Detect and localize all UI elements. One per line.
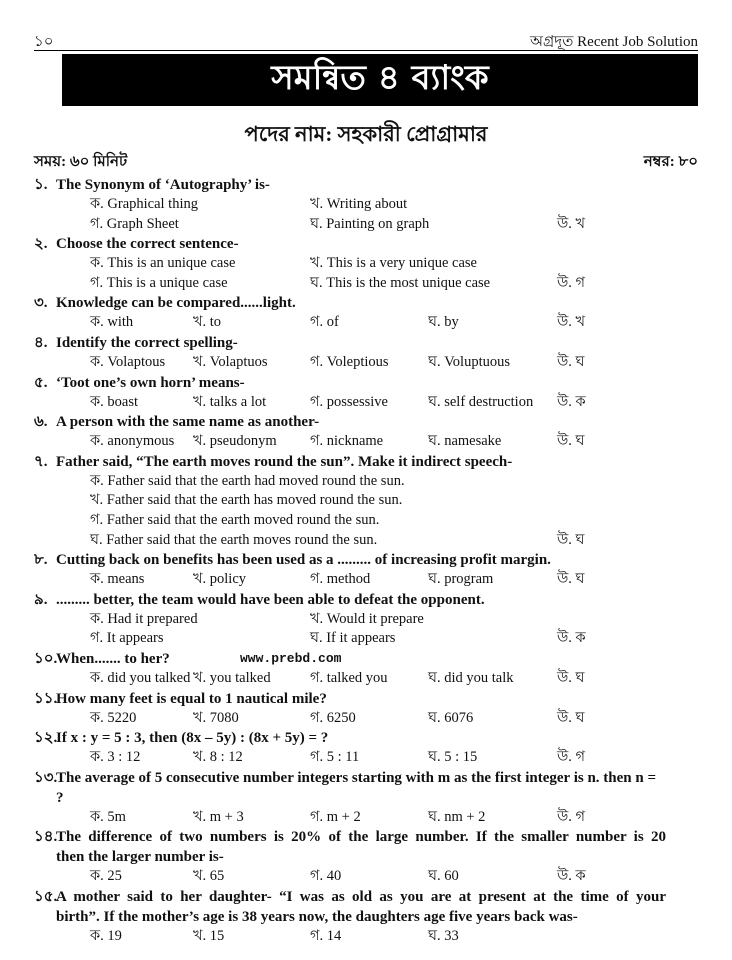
option: ক. 25 [90, 868, 122, 885]
post-name: পদের নাম: সহকারী প্রোগ্রামার [244, 122, 488, 146]
exam-time: সময়: ৬০ মিনিট [34, 154, 128, 170]
options-row [0, 570, 732, 590]
question-12 [0, 728, 732, 768]
option: ক. 5m [90, 808, 126, 825]
option: খ. to [193, 314, 222, 331]
book-source: অগ্রদূত Recent Job Solution [530, 34, 698, 50]
question-9 [0, 590, 732, 649]
option: খ. Father said that the earth has moved round the sun. [90, 492, 403, 509]
question-text: A mother said to her daughter- “I was as old as you are at present at the time of your [56, 888, 666, 905]
question-3 [0, 293, 732, 333]
option: গ. 14 [310, 927, 342, 944]
option: ঘ. 6076 [428, 709, 474, 726]
options-row [0, 215, 732, 235]
question-text: Knowledge can be compared......light. [56, 295, 296, 312]
option: খ. 15 [193, 927, 225, 944]
option: খ. Would it prepare [310, 610, 424, 627]
answer-key: উ. ঘ [557, 669, 585, 686]
option: গ. talked you [310, 669, 388, 686]
option: ঘ. This is the most unique case [310, 274, 491, 291]
option: ক. Had it prepared [90, 610, 198, 627]
question-text: The difference of two numbers is 20% of the large number. If the smaller number is 20 [56, 829, 666, 846]
options-row [0, 748, 732, 768]
question-number: ১৪. [34, 829, 58, 846]
option: ক. means [90, 571, 145, 588]
option: খ. pseudonym [193, 433, 277, 450]
options-row [0, 629, 732, 649]
answer-key: উ. ক [557, 868, 586, 885]
question-number: ১৫. [34, 888, 58, 905]
option: খ. talks a lot [193, 393, 267, 410]
option: খ. Writing about [310, 196, 408, 212]
question-8 [0, 550, 732, 590]
answer-key: উ. ঘ [557, 531, 585, 548]
options-row [0, 195, 732, 215]
question-text: Identify the correct spelling- [56, 334, 238, 351]
answer-key: উ. গ [557, 808, 586, 825]
question-number: ১. [34, 177, 48, 193]
option: গ. 6250 [310, 709, 356, 726]
option: ঘ. 33 [428, 927, 459, 944]
question-text: ......... better, the team would have been able to defeat the opponent. [56, 591, 485, 608]
question-text: The Synonym of ‘Autography’ is- [56, 177, 270, 193]
option: ক. boast [90, 393, 139, 410]
question-number: ৩. [34, 295, 48, 312]
option: গ. It appears [90, 630, 164, 647]
options-row [0, 353, 732, 373]
website-watermark: www.prebd.com [240, 650, 342, 666]
question-14 [0, 827, 732, 887]
options-row [0, 867, 732, 887]
option: ঘ. program [428, 571, 494, 588]
question-number: ৪. [34, 334, 48, 351]
option: ক. 3 : 12 [90, 749, 141, 766]
answer-key: উ. ঘ [557, 571, 585, 588]
question-text: Choose the correct sentence- [56, 236, 239, 253]
options-row [0, 393, 732, 413]
option: গ. possessive [310, 393, 388, 410]
question-4 [0, 333, 732, 373]
options-row [0, 472, 732, 492]
option: গ. This is a unique case [90, 274, 228, 291]
question-number [0, 907, 56, 927]
question-number: ৮. [34, 552, 48, 569]
option: ঘ. 5 : 15 [428, 749, 478, 766]
question-text: Cutting back on benefits has been used as a ......... of increasing profit margin. [56, 552, 551, 569]
option: খ. policy [193, 571, 247, 588]
question-6 [0, 412, 732, 452]
option: ঘ. namesake [428, 433, 502, 450]
question-number: ১১. [34, 690, 58, 707]
option: গ. method [310, 571, 371, 588]
page-number: ১০ [34, 34, 54, 50]
answer-key: উ. ঘ [557, 709, 585, 726]
options-row [0, 274, 732, 294]
option: ক. 19 [90, 927, 122, 944]
option: ক. anonymous [90, 433, 175, 450]
options-row [0, 808, 732, 828]
option: খ. This is a very unique case [310, 255, 477, 272]
answer-key: উ. ক [557, 393, 586, 410]
option: ক. did you talked [90, 669, 191, 686]
option: ক. Father said that the earth had moved round the sun. [90, 472, 405, 489]
option: গ. nickname [310, 433, 384, 450]
option: গ. Graph Sheet [90, 215, 179, 232]
question-text: When....... to her? [56, 650, 170, 667]
question-list [0, 175, 732, 946]
options-row [0, 610, 732, 630]
option: ক. Graphical thing [90, 196, 198, 212]
question-5 [0, 373, 732, 413]
options-row [0, 927, 732, 947]
question-11 [0, 689, 732, 729]
option: ঘ. 60 [428, 868, 459, 885]
option: খ. 8 : 12 [193, 749, 243, 766]
question-13 [0, 768, 732, 828]
options-row [0, 531, 732, 551]
question-number: ৫. [34, 374, 48, 391]
question-number: ১২. [34, 730, 58, 747]
options-row [0, 709, 732, 729]
option: গ. Voleptious [310, 353, 389, 370]
option: ঘ. by [428, 314, 459, 331]
title-banner: সমন্বিত ৪ ব্যাংক [62, 54, 698, 106]
option: খ. 7080 [193, 709, 239, 726]
option: খ. 65 [193, 868, 225, 885]
total-marks: নম্বর: ৮০ [643, 154, 698, 170]
option: ঘ. self destruction [428, 393, 534, 410]
answer-key: উ. খ [557, 215, 586, 232]
answer-key: উ. ঘ [557, 353, 585, 370]
options-row [0, 511, 732, 531]
question-text: If x : y = 5 : 3, then (8x – 5y) : (8x + 5y) = ? [56, 730, 329, 747]
question-text: ‘Toot one’s own horn’ means- [56, 374, 245, 391]
options-row [0, 313, 732, 333]
options-row [0, 669, 732, 689]
question-number: ৯. [34, 591, 48, 608]
question-number: ২. [34, 236, 48, 253]
option: ঘ. Voluptuous [428, 353, 511, 370]
answer-key: উ. ঘ [557, 433, 585, 450]
option: খ. m + 3 [193, 808, 244, 825]
option: ক. with [90, 314, 134, 331]
answer-key: উ. ক [557, 630, 586, 647]
option: গ. m + 2 [310, 808, 361, 825]
question-number [0, 847, 56, 867]
answer-key: উ. খ [557, 314, 586, 331]
question-text: then the larger number is- [56, 849, 224, 866]
option: খ. Volaptuos [193, 353, 268, 370]
option: ক. This is an unique case [90, 255, 236, 272]
question-text: birth”. If the mother’s age is 38 years now, the daughters age five years back was- [56, 908, 578, 925]
option: ঘ. If it appears [310, 630, 396, 647]
option: গ. Father said that the earth moved round the sun. [90, 511, 380, 528]
question-number: ৭. [34, 453, 48, 470]
question-number: ৬. [34, 414, 48, 431]
question-15 [0, 887, 732, 947]
question-7 [0, 452, 732, 550]
question-text: How many feet is equal to 1 nautical mile? [56, 690, 327, 707]
question-text: A person with the same name as another- [56, 414, 320, 431]
option: গ. of [310, 314, 339, 331]
option: ঘ. did you talk [428, 669, 514, 686]
option: ক. Volaptous [90, 353, 166, 370]
options-row [0, 432, 732, 452]
question-text: The average of 5 consecutive number integers starting with m as the first integer is n. then n = ? [56, 769, 657, 806]
question-10 [0, 649, 732, 689]
answer-key: উ. গ [557, 749, 586, 766]
option: গ. 40 [310, 868, 342, 885]
options-row [0, 254, 732, 274]
option: ঘ. nm + 2 [428, 808, 486, 825]
question-number: ১০. [34, 650, 58, 667]
question-number: ১৩. [34, 769, 58, 786]
option: ঘ. Father said that the earth moves round the sun. [90, 531, 378, 548]
question-1 [0, 175, 732, 234]
option: ক. 5220 [90, 709, 137, 726]
option: ঘ. Painting on graph [310, 215, 430, 232]
question-2 [0, 234, 732, 293]
question-text: Father said, “The earth moves round the sun”. Make it indirect speech- [56, 453, 513, 470]
options-row [0, 491, 732, 511]
option: গ. 5 : 11 [310, 749, 360, 766]
answer-key: উ. গ [557, 274, 586, 291]
option: খ. you talked [193, 669, 271, 686]
